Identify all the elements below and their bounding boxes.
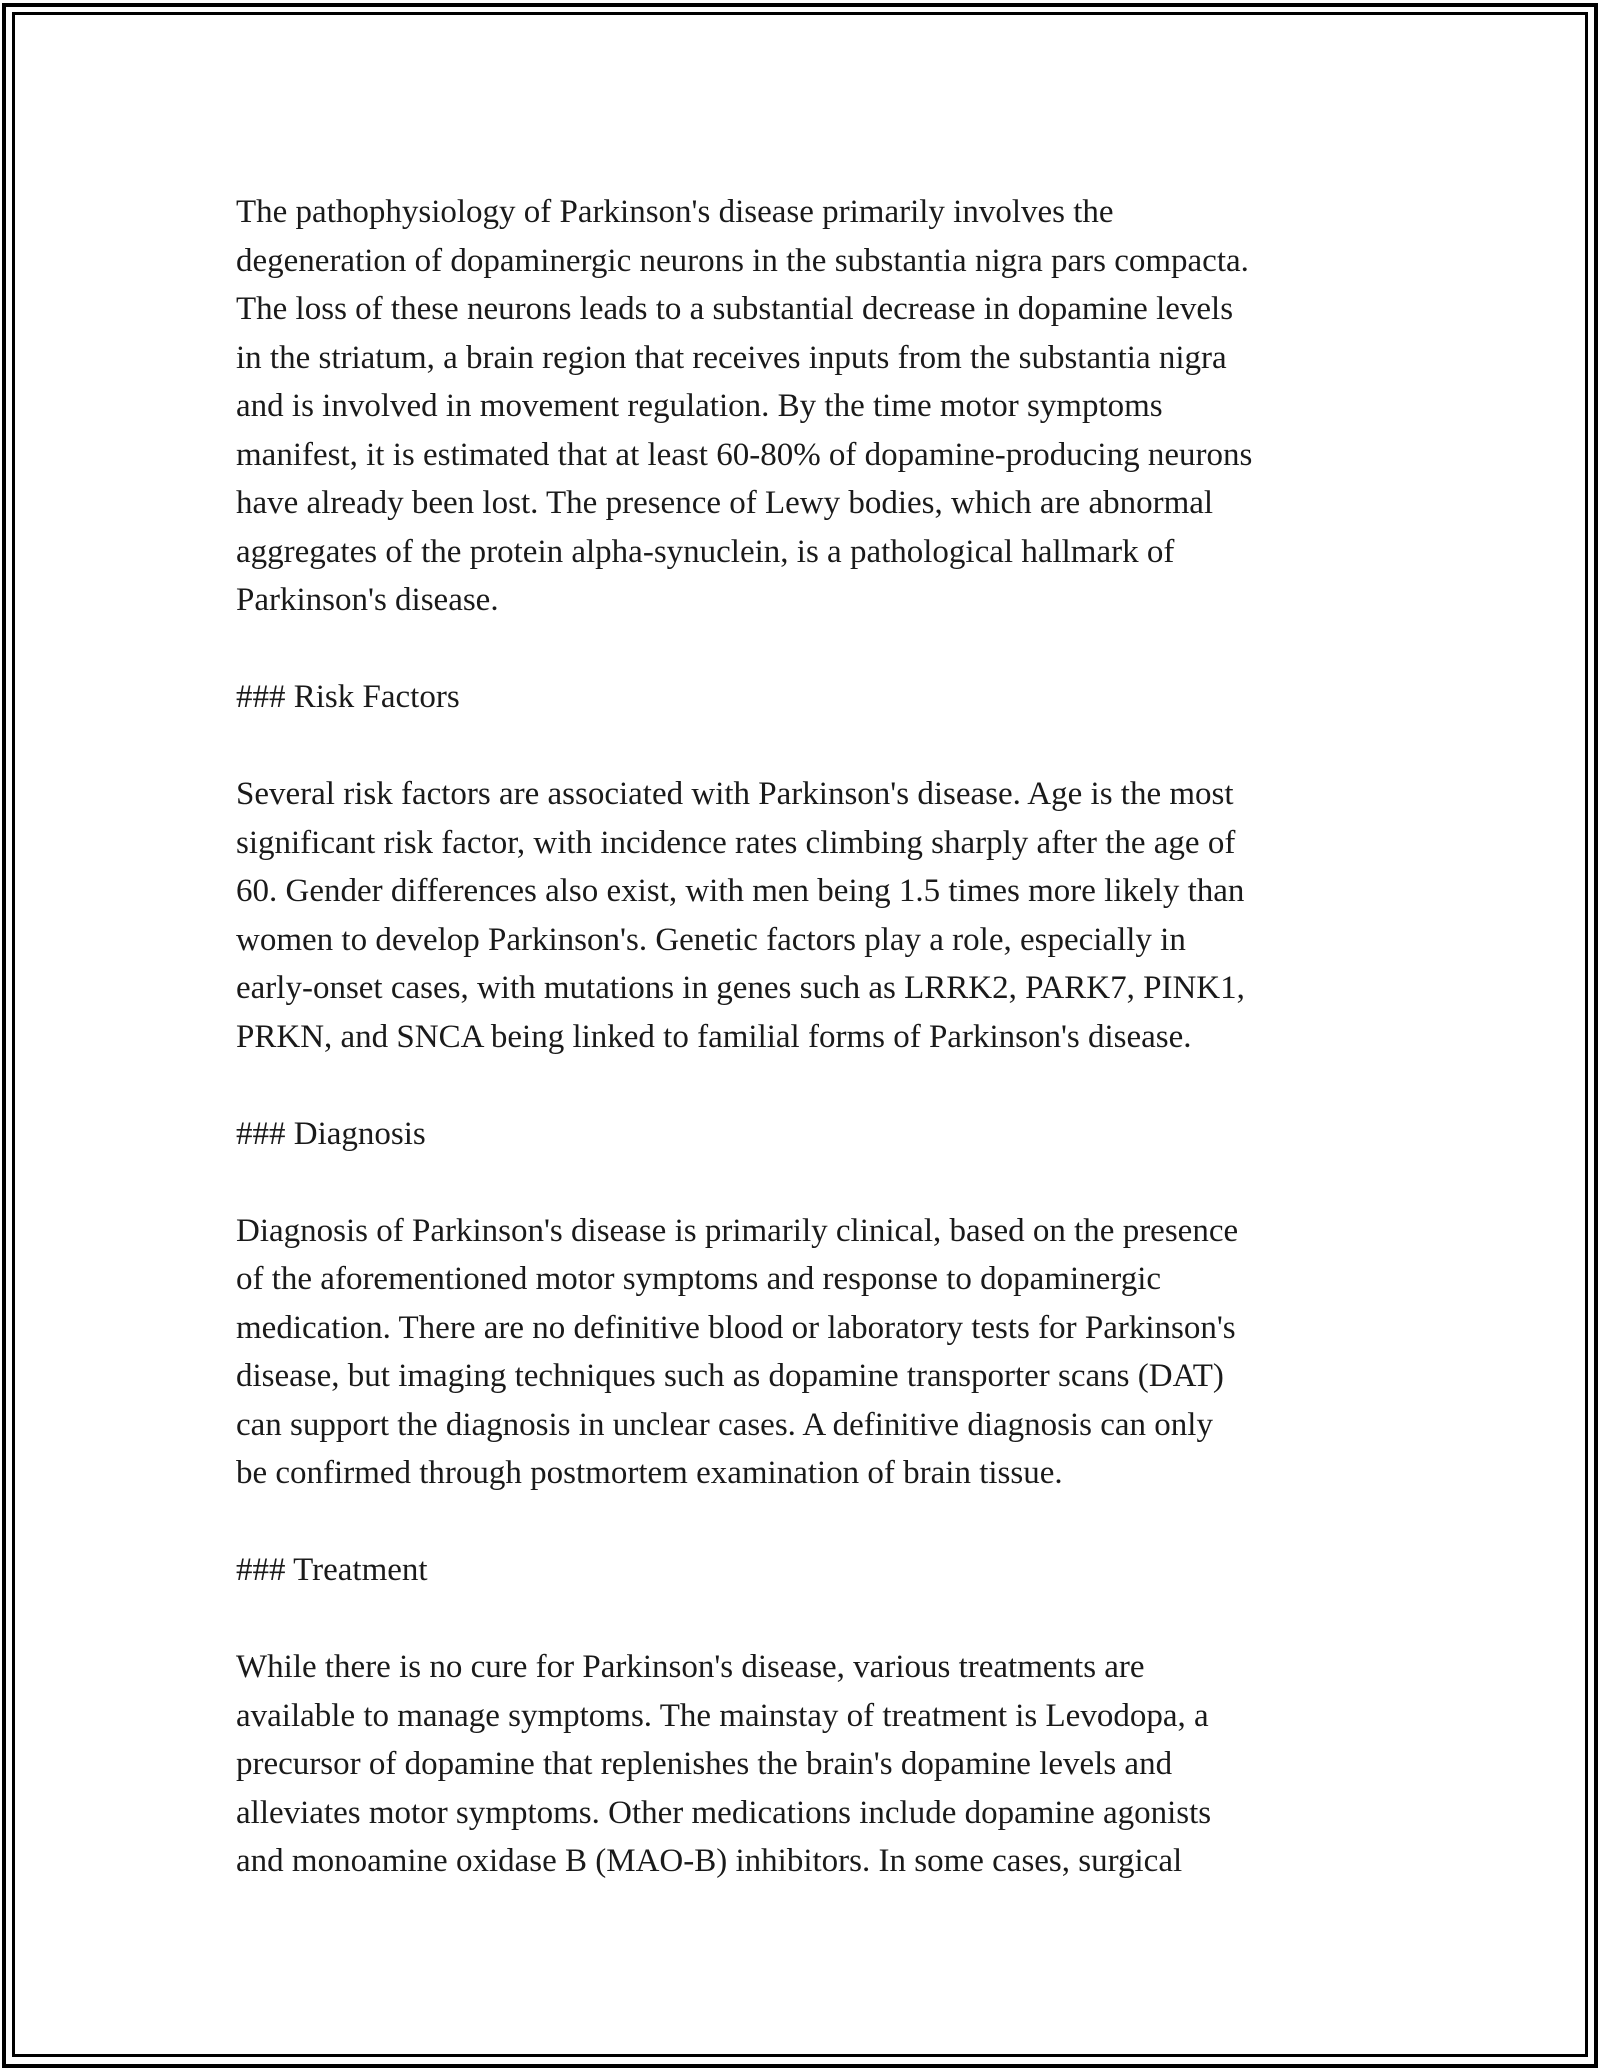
document-body bbox=[236, 188, 1386, 1886]
paragraph-diagnosis: Diagnosis of Parkinson's disease is primarily clinical, based on the presence of the aforementioned motor symptoms and response to dopaminergic medication. There are no definitive blood or laboratory tests for Parkinson's disease, but imaging techniques such as dopamine transporter scans (DAT) can support the diagnosis in unclear cases. A definitive diagnosis can only be confirmed through postmortem examination of brain tissue. bbox=[236, 1212, 1239, 1491]
paragraph-risk-factors: Several risk factors are associated with Parkinson's disease. Age is the most significant risk factor, with incidence rates climbing sharply after the age of 60. Gender differences also exist, with men being 1.5 times more likely than women to develop Parkinson's. Genetic factors play a role, especially in early-onset cases, with mutations in genes such as LRRK2, PARK7, PINK1, PRKN, and SNCA being linked to familial forms of Parkinson's disease. bbox=[236, 776, 1245, 1055]
heading-diagnosis: ### Diagnosis bbox=[236, 1115, 426, 1152]
paragraph-pathophysiology: The pathophysiology of Parkinson's disease primarily involves the degeneration of dopaminergic neurons in the substantia nigra pars compacta. The loss of these neurons leads to a substantial decrease in dopamine levels in the striatum, a brain region that receives inputs from the substantia nigra and is involved in movement regulation. By the time motor symptoms manifest, it is estimated that at least 60-80% of dopamine-producing neurons have already been lost. The presence of Lewy bodies, which are abnormal aggregates of the protein alpha-synuclein, is a pathological hallmark of Parkinson's disease. bbox=[236, 194, 1253, 618]
paragraph-treatment: While there is no cure for Parkinson's disease, various treatments are available to manage symptoms. The mainstay of treatment is Levodopa, a precursor of dopamine that replenishes the brain's dopamine levels and alleviates motor symptoms. Other medications include dopamine agonists and monoamine oxidase B (MAO-B) inhibitors. In some cases, surgical bbox=[236, 1649, 1212, 1879]
heading-treatment: ### Treatment bbox=[236, 1552, 428, 1588]
heading-risk-factors: ### Risk Factors bbox=[236, 679, 460, 715]
